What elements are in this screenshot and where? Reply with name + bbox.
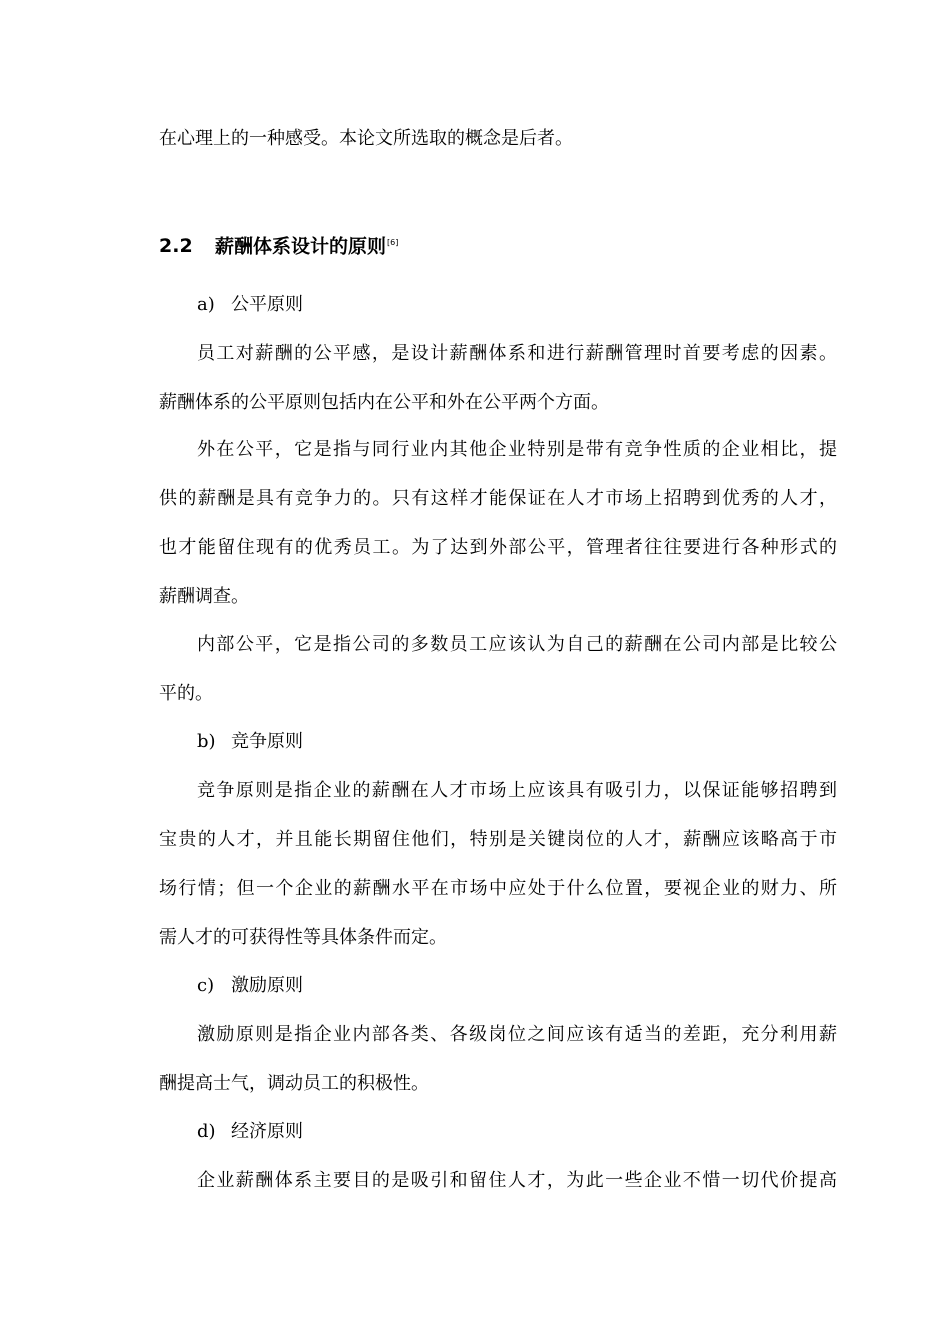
list-item-title: 公平原则 [231,294,303,315]
list-item-a [197,293,303,317]
section-number: 2.2 [159,235,193,258]
list-item-b [197,730,303,754]
paragraph-line: 宝贵的人才，并且能长期留住他们，特别是关键岗位的人才，薪酬应该略高于市 [159,829,837,850]
paragraph-line: 平的。 [159,683,213,704]
list-marker: d) [197,1121,216,1142]
list-item-title: 经济原则 [231,1121,303,1142]
paragraph-line: 薪酬体系的公平原则包括内在公平和外在公平两个方面。 [159,392,609,413]
paragraph-line: 供的薪酬是具有竞争力的。只有这样才能保证在人才市场上招聘到优秀的人才， [159,488,837,509]
section-title: 薪酬体系设计的原则 [215,235,387,258]
paragraph-line: 员工对薪酬的公平感，是设计薪酬体系和进行薪酬管理时首要考虑的因素。 [197,343,837,364]
paragraph-line: 需人才的可获得性等具体条件而定。 [159,927,447,948]
list-item-title: 激励原则 [231,975,303,996]
list-item-title: 竞争原则 [231,731,303,752]
citation-reference: [6] [387,238,399,247]
paragraph-line: 激励原则是指企业内部各类、各级岗位之间应该有适当的差距，充分利用薪 [197,1024,837,1045]
paragraph-line: 企业薪酬体系主要目的是吸引和留住人才，为此一些企业不惜一切代价提高 [197,1170,837,1191]
list-item-d [197,1120,303,1144]
paragraph-line: 竞争原则是指企业的薪酬在人才市场上应该具有吸引力，以保证能够招聘到 [197,780,837,801]
paragraph-line: 内部公平，它是指公司的多数员工应该认为自己的薪酬在公司内部是比较公 [197,634,837,655]
paragraph-line: 薪酬调查。 [159,586,249,607]
paragraph-line: 酬提高士气，调动员工的积极性。 [159,1073,429,1094]
list-marker: a) [197,294,215,315]
list-marker: c) [197,975,215,996]
list-item-c [197,974,303,998]
paragraph-line: 也才能留住现有的优秀员工。为了达到外部公平，管理者往往要进行各种形式的 [159,537,837,558]
intro-line: 在心理上的一种感受。本论文所选取的概念是后者。 [159,128,573,149]
list-marker: b) [197,731,216,752]
section-heading [159,230,398,259]
paragraph-line: 外在公平，它是指与同行业内其他企业特别是带有竞争性质的企业相比，提 [197,439,837,460]
paragraph-line: 场行情；但一个企业的薪酬水平在市场中应处于什么位置，要视企业的财力、所 [159,878,837,899]
